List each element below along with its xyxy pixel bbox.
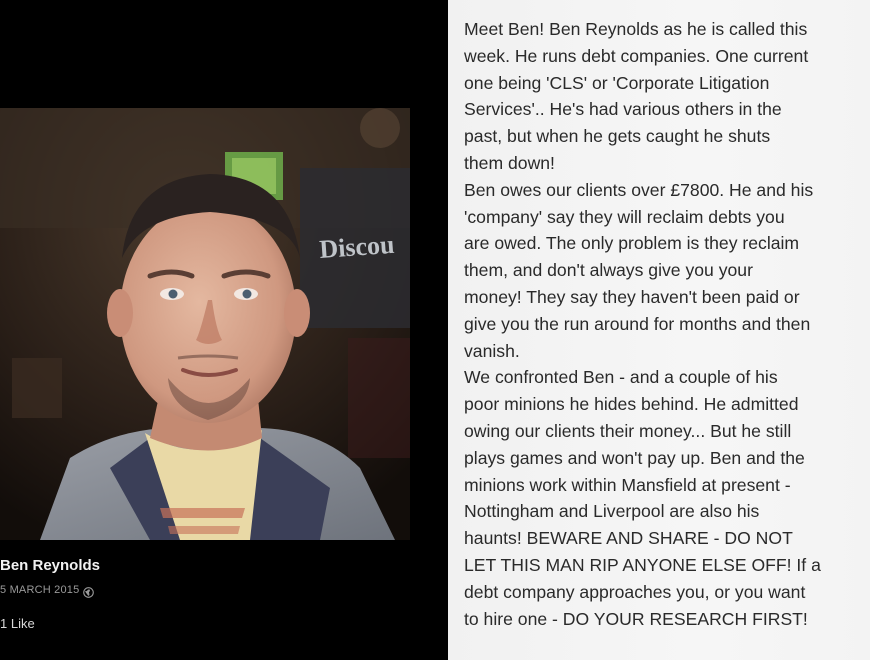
post-text-line: debt company approaches you, or you want — [464, 581, 806, 602]
post-text-line: haunts! BEWARE AND SHARE - DO NOT — [464, 528, 793, 549]
post-text-line: plays games and won't pay up. Ben and the — [464, 447, 805, 468]
post-text-line: vanish. — [464, 340, 520, 361]
post-text-line: LET THIS MAN RIP ANYONE ELSE OFF! If a — [464, 554, 821, 575]
post-text-line: week. He runs debt companies. One current — [464, 45, 809, 66]
post-text-line: them, and don't always give you your — [464, 260, 753, 281]
post-text-panel — [448, 0, 870, 660]
profile-photo[interactable] — [0, 108, 410, 540]
post-text-line: to hire one - DO YOUR RESEARCH FIRST! — [464, 608, 808, 629]
post-body — [464, 16, 862, 632]
background-sign-text: Discou — [318, 229, 396, 264]
photo-meta-row — [0, 584, 94, 596]
post-text-line: Services'.. He's had various others in the — [464, 99, 782, 120]
post-text-line: owing our clients their money... But he still — [464, 420, 792, 441]
post-text-line: Ben owes our clients over £7800. He and his — [464, 179, 814, 200]
photo-owner-name[interactable]: Ben Reynolds — [0, 557, 101, 574]
post-text-line: past, but when he gets caught he shuts — [464, 126, 771, 147]
post-text-line: give you the run around for months and then — [464, 313, 811, 334]
post-text-line: We confronted Ben - and a couple of his — [464, 367, 778, 388]
post-text-line: money! They say they haven't been paid or — [464, 286, 800, 307]
photo-date[interactable]: 5 MARCH 2015 — [0, 584, 80, 596]
post-text-line: one being 'CLS' or 'Corporate Litigation — [464, 72, 770, 93]
post-text-line: minions work within Mansfield at present - — [464, 474, 791, 495]
post-text-line: Meet Ben! Ben Reynolds as he is called this — [464, 19, 808, 39]
post-text-line: 'company' say they will reclaim debts you — [464, 206, 785, 227]
like-count[interactable]: 1 Like — [0, 616, 35, 631]
globe-icon[interactable] — [83, 585, 94, 596]
post-text-line: poor minions he hides behind. He admitted — [464, 394, 799, 415]
post-text-line: are owed. The only problem is they reclaim — [464, 233, 800, 254]
post-text-line: them down! — [464, 152, 555, 173]
post-text-line: Nottingham and Liverpool are also his — [464, 501, 760, 522]
